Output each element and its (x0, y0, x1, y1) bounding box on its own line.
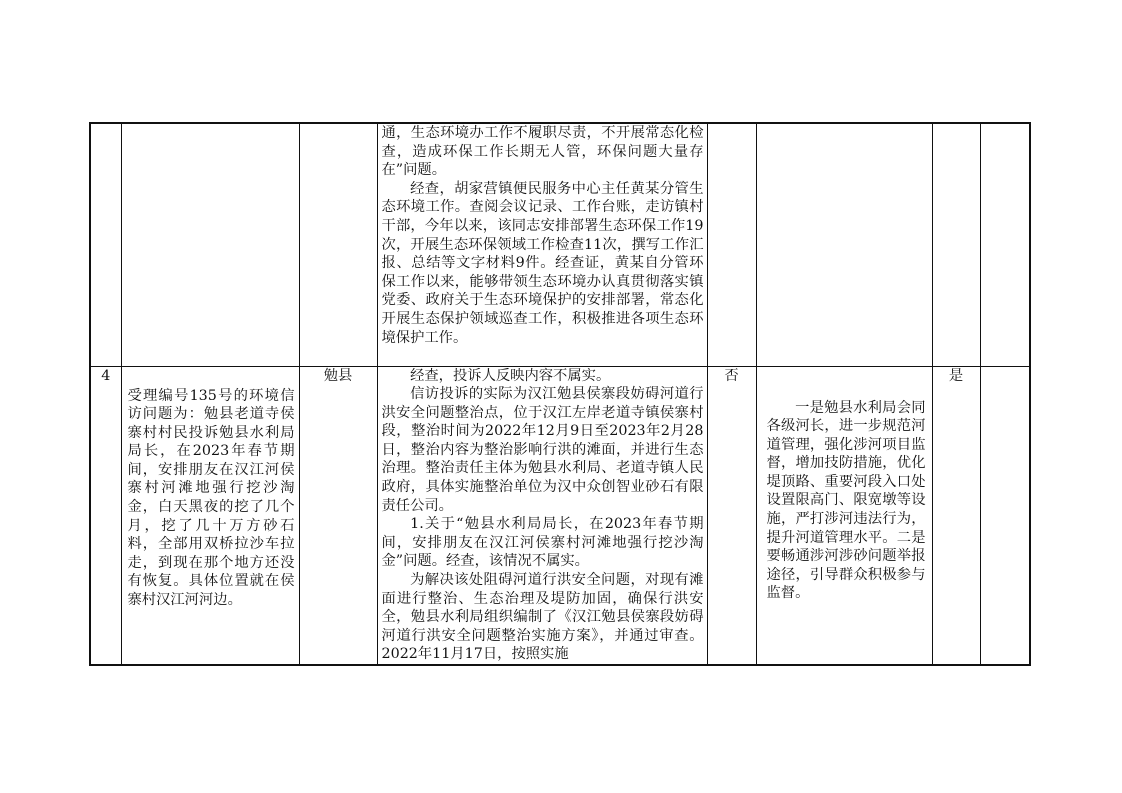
findings-paragraph: 通，生态环境办工作不履职尽责，不开展常态化检查，造成环保工作长期无人管，环保问题大量存在”问题。 (381, 125, 704, 179)
findings-paragraph: 信访投诉的实际为汉江勉县侯寨段妨碍河道行洪安全问题整治点，位于汉江左岸老道寺镇侯寨村段，整治时间为2022年12月9日至2023年2月28日，整治内容为整治影响行洪的滩面，并进行生态治理。整治责任主体为勉县水利局、老道寺镇人民政府，具体实施整治单位为汉中众创智业砂石有限责任公司。 (381, 386, 704, 514)
blank-cell (980, 123, 1030, 366)
findings-paragraph: 为解决该处阻碍河道行洪安全问题，对现有滩面进行整治、生态治理及堤防加固，确保行洪安全，勉县水利局组织编制了《汉江勉县侯寨段妨碍河道行洪安全问题整治实施方案》，并通过审查。2022年11月17日，按照实施 (381, 572, 704, 663)
case-cell (121, 366, 299, 665)
is-true: 否 (707, 366, 756, 665)
number-cell (90, 123, 121, 366)
rectification-cell (756, 366, 932, 665)
findings-text (378, 367, 707, 665)
findings-paragraph: 1.关于“勉县水利局局长，在2023年春节期间，安排朋友在汉江河侯寨村河滩地强行挖沙淘金”问题。经查，该情况不属实。 (381, 516, 704, 570)
findings-cell (377, 123, 707, 366)
completed-cell (932, 123, 980, 366)
row-number: 4 (90, 366, 121, 665)
case-cell (121, 123, 299, 366)
findings-text (378, 124, 707, 347)
findings-cell (377, 366, 707, 665)
findings-paragraph: 经查，投诉人反映内容不属实。 (410, 367, 611, 384)
location-cell (299, 123, 377, 366)
blank-cell (980, 366, 1030, 665)
location: 勉县 (299, 366, 377, 665)
completed: 是 (932, 366, 980, 665)
case-description: 受理编号135号的环境信访问题为：勉县老道寺侯寨村村民投诉勉县水利局局长，在2023年春节期间，安排朋友在汉江河侯寨村河滩地强行挖沙淘金，白天黑夜的挖了几个月，挖了几十万方砂石料，全部用双桥拉沙车拉走，到现在那个地方还没有恢复。具体位置就在侯寨村汉江河河边。 (127, 387, 295, 609)
table-row (90, 366, 1030, 665)
is-true-cell (707, 123, 756, 366)
findings-paragraph: 经查，胡家营镇便民服务中心主任黄某分管生态环境工作。查阅会议记录、工作台账，走访镇村干部，今年以来，该同志安排部署生态环保工作19次，开展生态环保领域工作检查11次，撰写工作汇报、总结等文字材料9件。经查证，黄某自分管环保工作以来，能够带领生态环境办认真贯彻落实镇党委、政府关于生态环境保护的安排部署，常态化开展生态保护领域巡查工作，积极推进各项生态环境保护工作。 (381, 180, 704, 346)
table-row (90, 123, 1030, 366)
complaint-table (89, 122, 1031, 666)
rectification-cell (756, 123, 932, 366)
rectification-measures: 一是勉县水利局会同各级河长，进一步规范河道管理，强化涉河项目监督，增加技防措施，优化堤顶路、重要河段入口处设置限高门、限宽墩等设施，严打涉河违法行为，提升河道管理水平。二是要畅通涉河涉砂问题举报途径，引导群众积极参与监督。 (766, 399, 926, 602)
